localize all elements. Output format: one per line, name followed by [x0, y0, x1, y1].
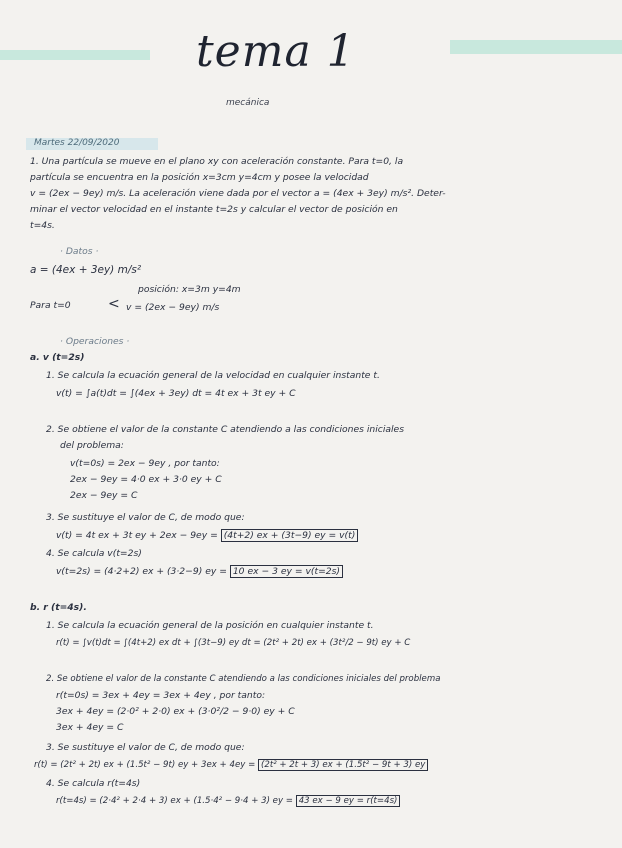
a-step-4-eq-left: v(t=2s) = (4·2+2) ex + (3·2−9) ey = — [56, 566, 227, 577]
a-step-2-eq3: 2ex − 9ey = C — [70, 490, 138, 501]
a-step-1: 1. Se calcula la ecuación general de la velocidad en cualquier instante t. — [46, 370, 380, 381]
b-step-4-eq — [56, 796, 400, 806]
b-step-1: 1. Se calcula la ecuación general de la posición en cualquier instante t. — [46, 620, 374, 631]
b-step-2-eq1: r(t=0s) = 3ex + 4ey = 3ex + 4ey , por tanto: — [56, 690, 266, 701]
a-step-2-eq2: 2ex − 9ey = 4·0 ex + 3·0 ey + C — [70, 474, 222, 485]
b-step-3-eq-left: r(t) = (2t² + 2t) ex + (1.5t² − 9t) ey + 3ex + 4ey = — [34, 760, 256, 770]
b-step-2-eq2: 3ex + 4ey = (2·0² + 2·0) ex + (3·0²/2 − 9·0) ey + C — [56, 706, 295, 717]
a-step-2: 2. Se obtiene el valor de la constante C atendiendo a las condiciones iniciales — [46, 424, 404, 435]
b-step-1-eq: r(t) = ∫v(t)dt = ∫(4t+2) ex dt + ∫(3t−9) ey dt = (2t² + 2t) ex + (3t²/2 − 9t) ey + C — [56, 638, 411, 648]
part-b-title: b. r (t=4s). — [30, 602, 87, 613]
problem-line-3: v = (2ex − 9ey) m/s. La aceleración viene dada por el vector a = (4ex + 3ey) m/s². Deter- — [30, 188, 446, 199]
datos-pos: posición: x=3m y=4m — [138, 284, 241, 295]
problem-line-1: 1. Una partícula se mueve en el plano xy con aceleración constante. Para t=0, la — [30, 156, 404, 167]
a-step-2b: del problema: — [60, 440, 124, 451]
a-step-4-eq — [56, 566, 343, 577]
page-title: tema 1 — [196, 26, 356, 77]
b-step-3-result-box: (2t² + 2t + 3) ex + (1.5t² − 9t + 3) ey — [258, 759, 428, 771]
page-subtitle: mecánica — [226, 98, 270, 108]
problem-line-2: partícula se encuentra en la posición x=3cm y=4cm y posee la velocidad — [30, 172, 369, 183]
datos-accel: a = (4ex + 3ey) m/s² — [30, 264, 142, 276]
a-step-3: 3. Se sustituye el valor de C, de modo que: — [46, 512, 245, 523]
highlight-stroke-left — [0, 50, 150, 60]
problem-line-4: minar el vector velocidad en el instante t=2s y calcular el vector de posición en — [30, 204, 398, 215]
date-label: Martes 22/09/2020 — [34, 138, 120, 148]
highlight-stroke-right — [450, 40, 622, 54]
a-step-1-eq: v(t) = ∫a(t)dt = ∫(4ex + 3ey) dt = 4t ex + 3t ey + C — [56, 388, 296, 399]
datos-vel: v = (2ex − 9ey) m/s — [126, 302, 220, 313]
problem-line-5: t=4s. — [30, 220, 55, 231]
b-step-4-eq-left: r(t=4s) = (2·4² + 2·4 + 3) ex + (1.5·4² − 9·4 + 3) ey = — [56, 796, 293, 806]
a-step-3-eq-left: v(t) = 4t ex + 3t ey + 2ex − 9ey = — [56, 530, 218, 541]
b-step-2: 2. Se obtiene el valor de la constante C atendiendo a las condiciones iniciales del problema — [46, 674, 441, 684]
a-step-4: 4. Se calcula v(t=2s) — [46, 548, 142, 559]
b-step-4: 4. Se calcula r(t=4s) — [46, 778, 141, 789]
datos-heading: · Datos · — [60, 246, 99, 257]
part-a-title: a. v (t=2s) — [30, 352, 85, 363]
a-step-2-eq1: v(t=0s) = 2ex − 9ey , por tanto: — [70, 458, 220, 469]
a-step-3-result-box: (4t+2) ex + (3t−9) ey = v(t) — [221, 529, 359, 542]
b-step-2-eq3: 3ex + 4ey = C — [56, 722, 124, 733]
operaciones-heading: · Operaciones · — [60, 336, 130, 347]
datos-para: Para t=0 — [30, 300, 71, 311]
b-step-3: 3. Se sustituye el valor de C, de modo que: — [46, 742, 245, 753]
b-step-4-result-box: 43 ex − 9 ey = r(t=4s) — [296, 795, 401, 807]
b-step-3-eq — [34, 760, 428, 770]
a-step-3-eq — [56, 530, 358, 541]
datos-brace: < — [108, 296, 120, 312]
a-step-4-result-box: 10 ex − 3 ey = v(t=2s) — [230, 565, 343, 578]
